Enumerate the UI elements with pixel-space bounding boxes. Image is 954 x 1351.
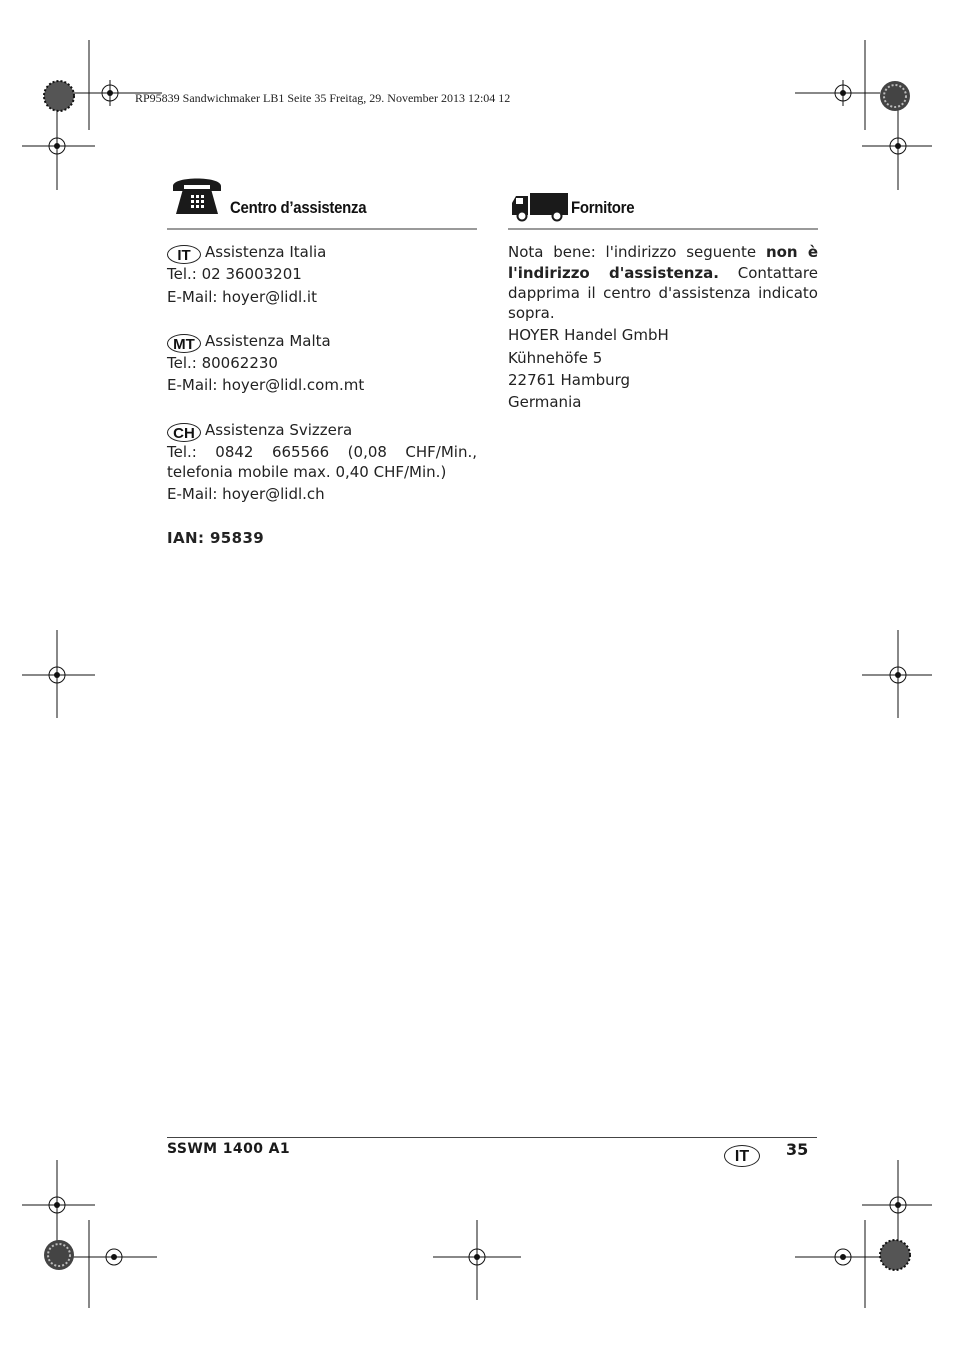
service-center-heading <box>167 184 477 224</box>
contact-malta-name: MT Assistenza Malta <box>167 330 331 353</box>
print-info-line: RP95839 Sandwichmaker LB1 Seite 35 Freitag, 29. November 2013 12:04 12 <box>135 91 511 105</box>
footer-model-number: SSWM 1400 A1 <box>167 1141 291 1157</box>
supplier-note-line3: dapprima il centro d'assistenza indicato <box>508 284 818 302</box>
supplier-address-country: Germania <box>508 393 582 411</box>
section-divider <box>508 228 818 230</box>
country-badge-ch: CH <box>167 423 201 442</box>
country-badge-mt: MT <box>167 334 201 353</box>
contact-italy-phone: Tel.: 02 36003201 <box>167 265 302 283</box>
truck-icon <box>511 190 569 222</box>
contact-swiss-phone: Tel.: 0842 665566 (0,08 CHF/Min., <box>167 443 477 461</box>
contact-malta-email: E-Mail: hoyer@lidl.com.mt <box>167 376 365 394</box>
telephone-icon <box>169 172 225 216</box>
contact-swiss-name: CH Assistenza Svizzera <box>167 419 352 442</box>
ian-number: IAN: 95839 <box>167 529 265 547</box>
supplier-title: Fornitore <box>571 198 635 217</box>
supplier-note-line2: l'indirizzo d'assistenza. Contattare <box>508 264 818 282</box>
supplier-note-line1: Nota bene: l'indirizzo seguente non è <box>508 243 818 261</box>
footer-divider <box>167 1137 817 1138</box>
contact-swiss-email: E-Mail: hoyer@lidl.ch <box>167 485 325 503</box>
section-divider <box>167 228 477 230</box>
supplier-address-city: 22761 Hamburg <box>508 371 631 389</box>
contact-italy-name: IT Assistenza Italia <box>167 241 326 264</box>
supplier-heading <box>508 184 818 224</box>
footer-language-badge: IT <box>724 1145 760 1167</box>
footer-language-badge-container <box>724 1143 764 1167</box>
footer-page-number: 35 <box>786 1140 809 1159</box>
contact-italy-email: E-Mail: hoyer@lidl.it <box>167 288 317 306</box>
service-center-title: Centro d’assistenza <box>230 198 367 217</box>
supplier-address-company: HOYER Handel GmbH <box>508 326 669 344</box>
contact-swiss-phone-mobile: telefonia mobile max. 0,40 CHF/Min.) <box>167 463 447 481</box>
supplier-note-line4: sopra. <box>508 304 555 322</box>
supplier-address-street: Kühnehöfe 5 <box>508 349 603 367</box>
country-badge-it: IT <box>167 245 201 264</box>
contact-malta-phone: Tel.: 80062230 <box>167 354 278 372</box>
